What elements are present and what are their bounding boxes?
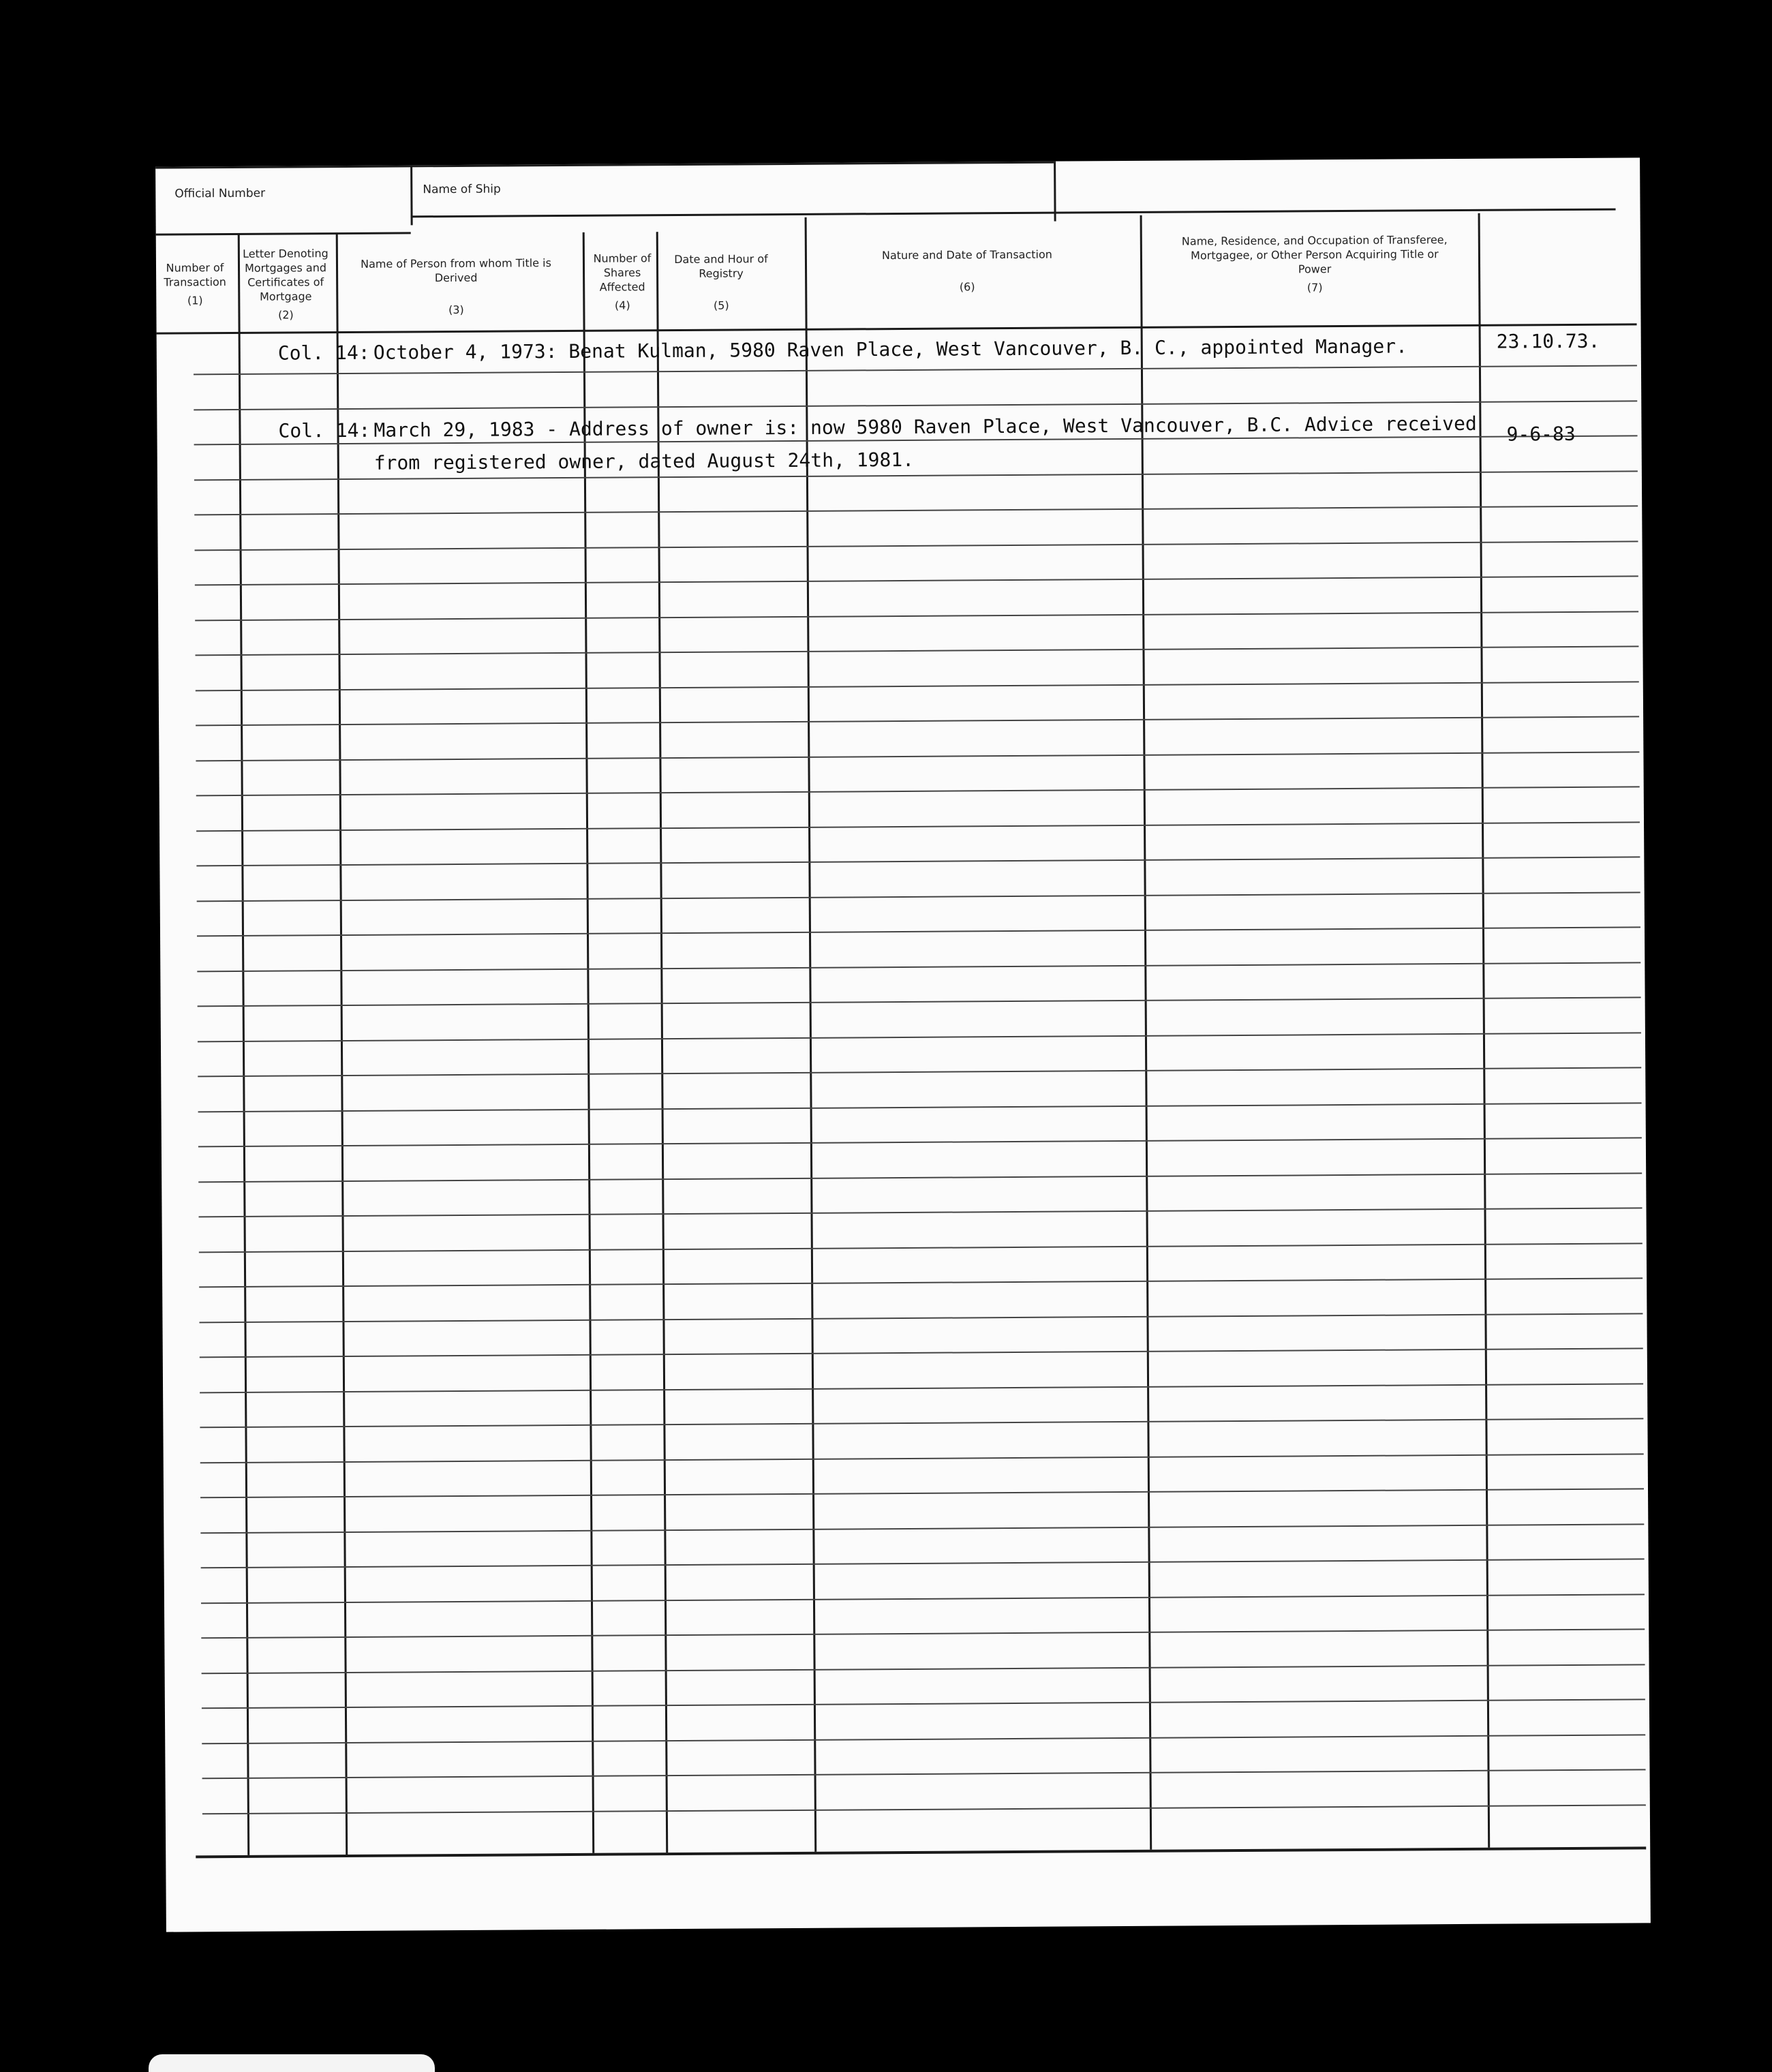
ruled-line	[200, 1347, 1643, 1358]
official-number-box-top	[155, 162, 1054, 169]
ruled-line	[200, 1418, 1643, 1428]
col-divider-3	[583, 232, 595, 1853]
header-bottom-line	[157, 323, 1637, 334]
ruled-line	[199, 1207, 1643, 1217]
ruled-line	[196, 751, 1639, 761]
ruled-line	[196, 856, 1640, 866]
col-7-number: (7)	[1307, 281, 1323, 294]
ruled-line	[200, 1453, 1644, 1463]
entry-1-col-ref: Col. 14:	[277, 341, 370, 365]
ruled-line	[197, 926, 1640, 936]
col-2-title: Letter Denoting Mortgages and Certificates of Mortgage	[243, 247, 329, 303]
ruled-line	[199, 1243, 1643, 1253]
ruled-line	[199, 1313, 1643, 1323]
ruled-line	[196, 821, 1640, 832]
col-4-title: Number of Shares Affected	[593, 252, 652, 294]
col-5-title: Date and Hour of Registry	[674, 252, 768, 280]
col-7-title: Name, Residence, and Occupation of Transferee, Mortgagee, or Other Person Acquiring Title or Power	[1181, 233, 1448, 276]
ruled-line	[196, 786, 1640, 796]
entry-2-text: March 29, 1983 - Address of owner is: now 5980 Raven Place, West Vancouver, B.C. Advice received	[373, 412, 1477, 442]
col-divider-2	[336, 234, 348, 1855]
ruled-line	[194, 400, 1637, 410]
ruled-line	[200, 1488, 1644, 1498]
header-left-top-line	[156, 232, 411, 235]
col-5-header	[670, 252, 773, 313]
ruled-line	[198, 1172, 1642, 1183]
col-6-title: Nature and Date of Transaction	[881, 247, 1052, 262]
ruled-line	[194, 505, 1638, 515]
register-page	[155, 157, 1651, 1932]
ruled-line	[198, 1137, 1642, 1147]
ruled-line	[198, 1067, 1641, 1077]
col-1-header	[156, 260, 234, 308]
entry-2-date: 9-6-83	[1506, 422, 1576, 446]
ruled-line	[198, 1102, 1642, 1112]
entry-1-text: October 4, 1973: Benat Kulman, 5980 Raven Place, West Vancouver, B. C., appointed Manager.	[373, 335, 1408, 364]
col-3-title: Name of Person from whom Title is Derived	[361, 256, 551, 285]
ruled-line	[196, 681, 1639, 691]
ruled-line	[195, 645, 1638, 656]
ruled-line	[202, 1664, 1645, 1674]
ruled-line	[198, 1032, 1641, 1042]
ruled-line	[201, 1558, 1645, 1568]
col-divider-1	[238, 234, 250, 1855]
official-number-label: Official Number	[174, 186, 266, 201]
col-3-number: (3)	[448, 303, 464, 317]
col-divider-6	[1140, 215, 1152, 1850]
ruled-line	[200, 1523, 1644, 1534]
ruled-line	[202, 1734, 1645, 1744]
ruled-line	[199, 1277, 1643, 1288]
ruled-line	[202, 1698, 1645, 1709]
col-6-header	[865, 247, 1069, 294]
entry-1-date: 23.10.73.	[1496, 329, 1600, 353]
col-4-header	[587, 251, 658, 313]
ruled-line	[197, 892, 1640, 902]
col-divider-4	[656, 232, 669, 1853]
ruled-line	[201, 1594, 1645, 1604]
ruled-line	[202, 1804, 1646, 1814]
ruled-line	[197, 962, 1640, 972]
col-4-number: (4)	[614, 299, 630, 312]
bottom-line	[196, 1846, 1646, 1858]
col-1-title: Number of Transaction	[164, 261, 226, 289]
ruled-line	[200, 1383, 1643, 1393]
ruled-line	[195, 611, 1638, 621]
col-7-header	[1178, 232, 1452, 295]
ruled-line	[202, 1769, 1646, 1779]
col-divider-7	[1478, 213, 1491, 1848]
ruled-line	[198, 996, 1641, 1007]
next-page-edge	[149, 2054, 435, 2072]
col-6-number: (6)	[959, 280, 975, 294]
ruled-line	[195, 575, 1638, 585]
col-2-number: (2)	[278, 308, 294, 322]
ruled-line	[196, 716, 1639, 726]
col-3-header	[361, 256, 552, 318]
entry-2-col-ref: Col. 14:	[278, 418, 371, 442]
entry-2-text-cont: from registered owner, dated August 24th, 1981.	[373, 448, 915, 474]
ruled-line	[195, 540, 1638, 551]
ruled-line	[194, 365, 1637, 375]
col-2-header	[238, 246, 334, 322]
header-top-line	[411, 209, 1616, 218]
name-of-ship-label: Name of Ship	[423, 182, 501, 197]
col-1-number: (1)	[187, 294, 203, 307]
col-5-number: (5)	[713, 299, 729, 312]
ruled-line	[201, 1628, 1645, 1639]
